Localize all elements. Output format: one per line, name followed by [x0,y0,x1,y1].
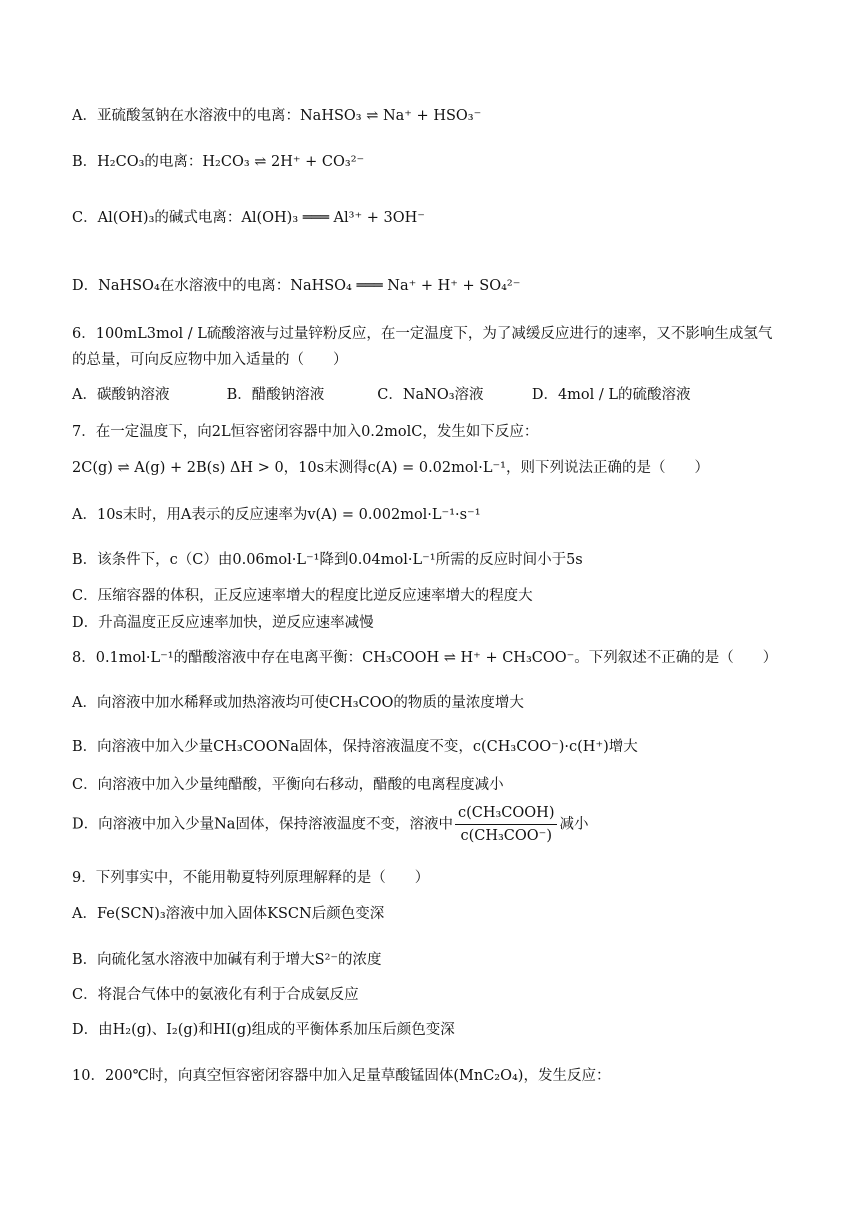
q6-stem-line2: 的总量，可向反应物中加入适量的（ ） [72,352,348,368]
q7-option-a: A．10s末时，用A表示的反应速率为v(A) = 0.002mol·L⁻¹·s⁻¹ [72,507,481,523]
fraction-numerator: c(CH₃COOH) [455,802,558,825]
q9-option-c: C．将混合气体中的氨液化有利于合成氨反应 [72,987,359,1003]
q7-stem-line2: 2C(g) ⇌ A(g) + 2B(s) ΔH > 0，10s末测得c(A) = 0.02mol·L⁻¹，则下列说法正确的是（ ） [72,460,709,476]
q9-option-d: D．由H₂(g)、I₂(g)和HI(g)组成的平衡体系加压后颜色变深 [72,1022,455,1038]
q6-stem-line1: 6．100mL3mol / L硫酸溶液与过量锌粉反应，在一定温度下，为了减缓反应进行的速率，又不影响生成氢气 [72,326,773,342]
fraction-denominator: c(CH₃COO⁻) [460,828,552,844]
q7-option-d: D．升高温度正反应速率加快，逆反应速率减慢 [72,615,374,631]
q5-option-d: D．NaHSO₄在水溶液中的电离：NaHSO₄ ═══ Na⁺ + H⁺ + SO₄²⁻ [72,278,521,294]
q9-option-b: B．向硫化氢水溶液中加碱有利于增大S²⁻的浓度 [72,952,382,968]
q6-option-c: C．NaNO₃溶液 [377,387,484,403]
q8-option-c: C．向溶液中加入少量纯醋酸，平衡向右移动，醋酸的电离程度减小 [72,777,504,793]
q5-option-b: B．H₂CO₃的电离：H₂CO₃ ⇌ 2H⁺ + CO₃²⁻ [72,154,365,170]
q8-option-b: B．向溶液中加入少量CH₃COONa固体，保持溶液温度不变，c(CH₃COO⁻)·c(H⁺)增大 [72,739,638,755]
concentration-ratio-fraction [455,802,558,847]
q7-stem-line1: 7．在一定温度下，向2L恒容密闭容器中加入0.2molC，发生如下反应： [72,424,539,440]
q9-option-a: A．Fe(SCN)₃溶液中加入固体KSCN后颜色变深 [72,906,385,922]
q6-options [72,385,691,405]
q7-option-b: B．该条件下，c（C）由0.06mol·L⁻¹降到0.04mol·L⁻¹所需的反应时间小于5s [72,552,583,568]
q6-option-a: A．碳酸钠溶液 [72,387,170,403]
q5-option-a: A．亚硫酸氢钠在水溶液中的电离：NaHSO₃ ⇌ Na⁺ + HSO₃⁻ [72,108,482,124]
q6-option-b: B．醋酸钠溶液 [226,387,325,403]
q8-option-d: D．向溶液中加入少量Na固体，保持溶液温度不变，溶液中 $\frac{\text{c(CH₃COOH)}}{\text{c(CH₃COO⁻)}}$ 减小 [72,802,820,847]
q9-stem: 9．下列事实中，不能用勒夏特列原理解释的是（ ） [72,870,430,886]
q10-stem: 10．200℃时，向真空恒容密闭容器中加入足量草酸锰固体(MnC₂O₄)，发生反应： [72,1068,611,1084]
q7-option-c: C．压缩容器的体积，正反应速率增大的程度比逆反应速率增大的程度大 [72,588,533,604]
q6-option-d: D．4mol / L的硫酸溶液 [531,387,691,403]
q8-stem: 8．0.1mol·L⁻¹的醋酸溶液中存在电离平衡：CH₃COOH ⇌ H⁺ + CH₃COO⁻。下列叙述不正确的是（ ） [72,650,778,666]
q5-option-c: C．Al(OH)₃的碱式电离：Al(OH)₃ ═══ Al³⁺ + 3OH⁻ [72,210,425,226]
q8-option-a: A．向溶液中加水稀释或加热溶液均可使CH₃COO的物质的量浓度增大 [72,695,524,711]
